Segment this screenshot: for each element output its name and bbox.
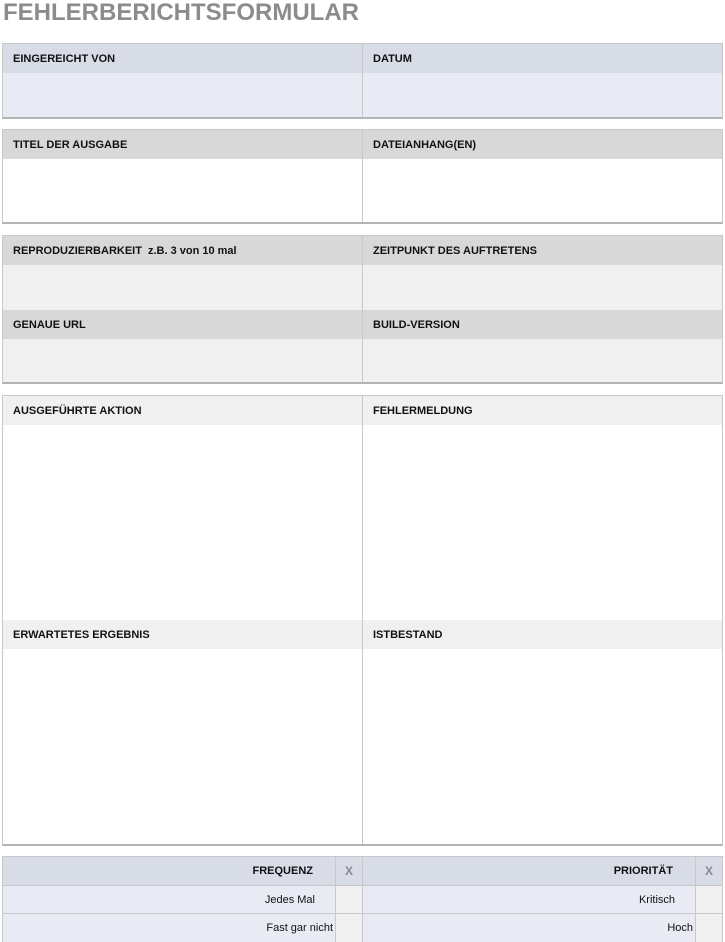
page-title: FEHLERBERICHTSFORMULAR (3, 0, 359, 26)
reproducibility-field[interactable] (3, 265, 363, 310)
date-label: DATUM (363, 44, 722, 73)
actual-result-label: ISTBESTAND (363, 620, 722, 649)
expected-result-label: ERWARTETES ERGEBNIS (3, 620, 363, 649)
action-performed-label: AUSGEFÜHRTE AKTION (3, 396, 363, 425)
priority-option-label: Hoch (667, 922, 693, 934)
priority-header (363, 857, 695, 885)
error-message-field[interactable] (363, 425, 722, 620)
issue-title-field[interactable] (3, 159, 363, 223)
priority-option (363, 886, 695, 913)
submitted-by-field[interactable] (3, 73, 363, 118)
issue-title-label: TITEL DER AUSGABE (3, 130, 363, 159)
frequency-option-label: Jedes Mal (264, 893, 315, 906)
frequency-option-label: Fast gar nicht (266, 922, 333, 934)
priority-x-label: X (704, 864, 713, 878)
frequency-header (3, 857, 335, 885)
date-field[interactable] (363, 73, 722, 118)
priority-critical-checkbox[interactable] (695, 886, 722, 913)
expected-result-field[interactable] (3, 649, 363, 845)
priority-x-header (695, 857, 722, 885)
environment-section (2, 235, 723, 384)
exact-url-label: GENAUE URL (3, 310, 363, 339)
priority-option (363, 914, 695, 942)
issue-section (2, 129, 723, 224)
frequency-header-label: FREQUENZ (252, 865, 313, 877)
build-version-field[interactable] (363, 339, 722, 383)
priority-header-label: PRIORITÄT (613, 865, 673, 877)
attachments-label: DATEIANHANG(EN) (363, 130, 722, 159)
classification-table (2, 856, 723, 942)
exact-url-field[interactable] (3, 339, 363, 383)
priority-high-checkbox[interactable] (695, 914, 722, 942)
submitted-by-label: EINGEREICHT VON (3, 44, 363, 73)
frequency-every-time-checkbox[interactable] (335, 886, 363, 913)
time-of-occurrence-field[interactable] (363, 265, 722, 310)
frequency-almost-never-checkbox[interactable] (335, 914, 363, 942)
frequency-option (3, 914, 335, 942)
frequency-option (3, 886, 335, 913)
time-of-occurrence-label: ZEITPUNKT DES AUFTRETENS (363, 236, 722, 265)
build-version-label: BUILD-VERSION (363, 310, 722, 339)
frequency-x-label: X (344, 864, 353, 878)
action-performed-field[interactable] (3, 425, 363, 620)
actual-result-field[interactable] (363, 649, 722, 845)
submitter-section (2, 43, 723, 119)
error-message-label: FEHLERMELDUNG (363, 396, 722, 425)
reproducibility-title: REPRODUZIERBARKEIT (13, 244, 142, 257)
priority-option-label: Kritisch (638, 893, 675, 906)
attachments-field[interactable] (363, 159, 722, 223)
frequency-x-header (335, 857, 363, 885)
reproducibility-label (3, 236, 363, 265)
details-section (2, 395, 723, 846)
reproducibility-hint: z.B. 3 von 10 mal (147, 244, 237, 257)
